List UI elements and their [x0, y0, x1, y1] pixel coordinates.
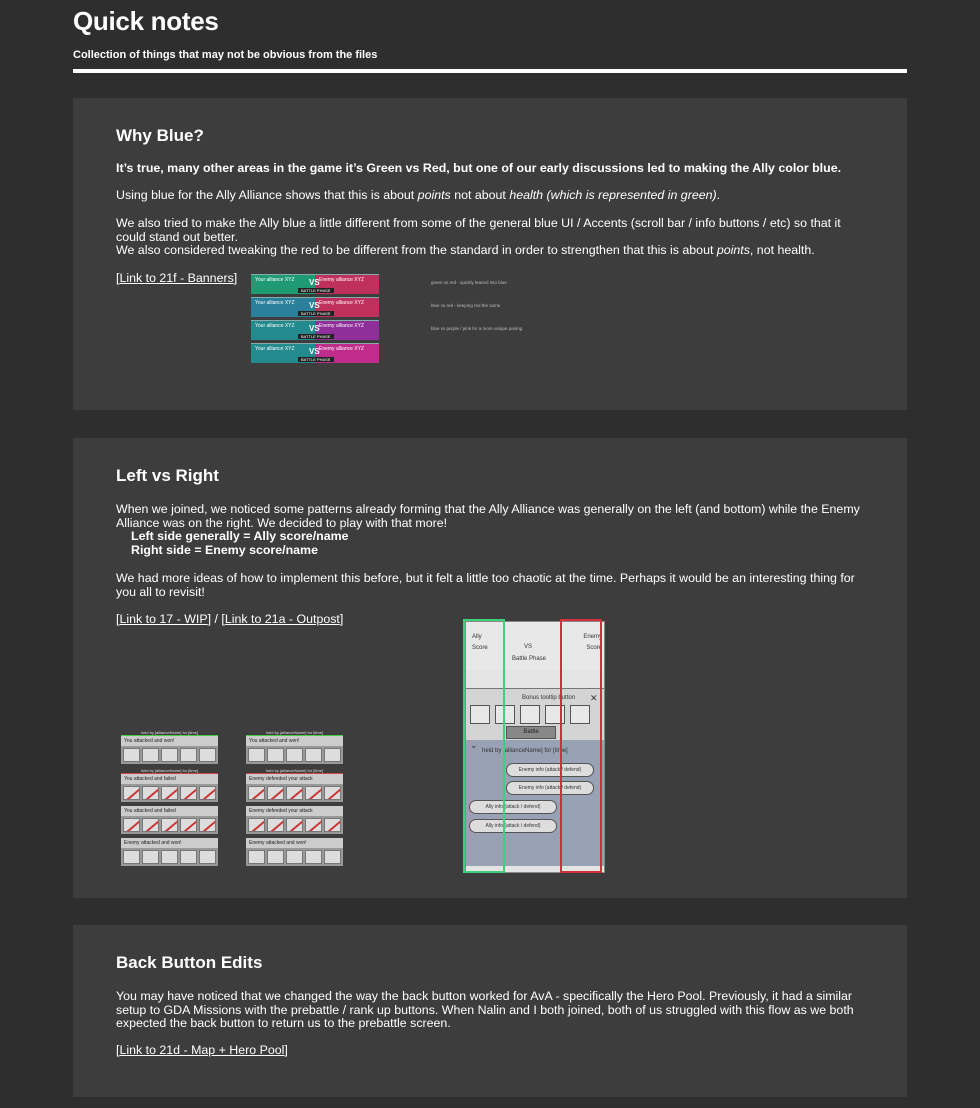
hero-slot [123, 850, 140, 864]
banner-variants [251, 274, 379, 366]
enemy-side-highlight [560, 619, 602, 873]
hero-slot [161, 850, 178, 864]
notification-card [121, 730, 218, 764]
notification-caption: held by [allianceName] for [time] [121, 730, 218, 736]
banner-ally-name: Your alliance XYZ [251, 321, 315, 340]
left-right-links: [Link to 17 - WIP] / [Link to 21a - Outpost] [116, 612, 344, 626]
banner-phase: BATTLE PHASE [298, 288, 334, 293]
hero-slot [248, 748, 265, 762]
hero-slot [305, 818, 322, 832]
hero-slot [248, 818, 265, 832]
hero-slot [199, 850, 216, 864]
notification-title: You attacked and won! [121, 736, 218, 746]
ally-info-pill[interactable]: Ally info (attack / defend) [469, 819, 557, 833]
why-blue-card [73, 98, 907, 410]
back-button-card [73, 925, 907, 1097]
hero-slot [180, 818, 197, 832]
hero-slots [246, 848, 343, 866]
hero-slots [246, 784, 343, 802]
banner-enemy-name: Enemy alliance XYZ [315, 298, 379, 317]
hero-slot [161, 818, 178, 832]
notification-card [246, 730, 343, 764]
hero-slot [123, 818, 140, 832]
alliance-banner [251, 320, 379, 340]
notification-caption: held by [allianceName] for [time] [246, 730, 343, 736]
link-banners[interactable]: [Link to 21f - Banners] [116, 271, 238, 285]
back-button-heading: Back Button Edits [116, 953, 263, 972]
hero-slots [246, 816, 343, 834]
notification-card [121, 806, 218, 834]
hero-slots [121, 816, 218, 834]
enemy-info-pill[interactable]: Enemy info (attack / defend) [506, 781, 594, 795]
left-right-p1: When we joined, we noticed some patterns already forming that the Ally Alliance was generally on the left (and bottom) while the Enemy Alliance was on the right. We decided to play with that more! [116, 502, 860, 530]
banner-ally-name: Your alliance XYZ [251, 344, 315, 363]
notification-caption: held by [allianceName] for [time] [121, 768, 218, 774]
notification-title: Enemy defended your attack [246, 774, 343, 784]
hero-slots [121, 848, 218, 866]
banner-ally-name: Your alliance XYZ [251, 298, 315, 317]
banner-enemy-name: Enemy alliance XYZ [315, 321, 379, 340]
banner-vs: VS [309, 278, 320, 287]
left-right-card [73, 438, 907, 898]
notification-card [121, 838, 218, 866]
hero-slots [121, 746, 218, 764]
hero-slot [286, 786, 303, 800]
hero-slot [324, 850, 341, 864]
hero-slot [267, 850, 284, 864]
left-right-heading: Left vs Right [116, 466, 219, 485]
header-divider [73, 69, 907, 73]
notification-caption: held by [allianceName] for [time] [246, 768, 343, 774]
hero-slot [161, 748, 178, 762]
link-map-hero-pool[interactable]: [Link to 21d - Map + Hero Pool] [116, 1043, 288, 1057]
banner-note: blue vs purple / pink for a more unique pairing [431, 326, 523, 331]
left-right-p2: We had more ideas of how to implement this before, but it felt a little too chaotic at the time. Perhaps it would be an interesting thing for you all to revisit! [116, 571, 855, 599]
notification-card [121, 768, 218, 802]
alliance-banner [251, 343, 379, 363]
banner-phase: BATTLE PHASE [298, 311, 334, 316]
notification-card [246, 838, 343, 866]
close-icon[interactable]: ✕ [590, 693, 598, 703]
notification-title: Enemy attacked and won! [246, 838, 343, 848]
held-by-label: held by [allianceName] for [time] [482, 748, 568, 754]
notification-title: You attacked and failed [121, 806, 218, 816]
notification-title: Enemy defended your attack [246, 806, 343, 816]
bullet-right-side: Right side = Enemy score/name [131, 542, 318, 557]
hero-slot [123, 786, 140, 800]
notification-card [246, 806, 343, 834]
notification-title: You attacked and failed [121, 774, 218, 784]
hero-slot [161, 786, 178, 800]
hero-slot [305, 786, 322, 800]
link-21a-outpost[interactable]: Link to 21a - Outpost [224, 612, 340, 626]
banner-enemy-name: Enemy alliance XYZ [315, 275, 379, 294]
hero-slot [142, 818, 159, 832]
page-header [73, 6, 907, 61]
chevron-down-icon[interactable]: ⌄ [470, 740, 478, 750]
hero-slot [305, 748, 322, 762]
left-right-bullets [116, 530, 861, 557]
link-17-wip[interactable]: Link to 17 - WIP [119, 612, 208, 626]
back-button-p1: You may have noticed that we changed the way the back button worked for AvA - specifically the Hero Pool. Previously, it had a similar setup to GDA Missions with the prebattle / rank up buttons. When Nalin and I both joined, both of us struggled with this flow as we both expected the back button to return us to the prebattle screen. [116, 989, 854, 1031]
ally-side-highlight [463, 619, 505, 873]
enemy-info-pill[interactable]: Enemy info (attack / defend) [506, 763, 594, 777]
hero-slot [199, 786, 216, 800]
battle-button[interactable]: Battle [506, 726, 556, 739]
bullet-left-side: Left side generally = Ally score/name [131, 529, 349, 543]
banner-vs: VS [309, 347, 320, 356]
banner-enemy-name: Enemy alliance XYZ [315, 344, 379, 363]
banner-phase: BATTLE PHASE [298, 334, 334, 339]
enemy-score-label: Enemy Score [583, 634, 602, 651]
why-blue-p4: We also considered tweaking the red to be different from the standard in order to strengthen that this is about points, not health. [116, 243, 815, 257]
slot-box[interactable] [520, 705, 540, 724]
hero-slot [267, 748, 284, 762]
hero-slot [267, 786, 284, 800]
banner-vs: VS [309, 301, 320, 310]
hero-slot [180, 748, 197, 762]
notification-title: You attacked and won! [246, 736, 343, 746]
hero-slot [142, 850, 159, 864]
banner-phase: BATTLE PHASE [298, 357, 334, 362]
why-blue-p1: It’s true, many other areas in the game it’s Green vs Red, but one of our early discussions led to making the Ally color blue. [116, 161, 842, 175]
why-blue-p3: We also tried to make the Ally blue a little different from some of the general blue UI / Accents (scroll bar / info buttons / etc) so that it could stand out better. [116, 216, 841, 244]
hero-slot [142, 748, 159, 762]
hero-slot [123, 748, 140, 762]
hero-slot [286, 850, 303, 864]
hero-slot [248, 786, 265, 800]
hero-slot [267, 818, 284, 832]
hero-slot [324, 748, 341, 762]
hero-slot [286, 748, 303, 762]
why-blue-p2: Using blue for the Ally Alliance shows that this is about points not about health (which is represented in green). [116, 188, 721, 202]
hero-slots [246, 746, 343, 764]
hero-slot [180, 850, 197, 864]
hero-slot [305, 850, 322, 864]
hero-slots [121, 784, 218, 802]
ally-info-pill[interactable]: Ally info (attack / defend) [469, 800, 557, 814]
hero-slot [324, 786, 341, 800]
hero-slot [142, 786, 159, 800]
page-subtitle: Collection of things that may not be obvious from the files [73, 49, 378, 61]
notification-card [246, 768, 343, 802]
banner-note: green vs red - quickly leaned into blue [431, 280, 507, 285]
alliance-banner [251, 274, 379, 294]
hero-slot [286, 818, 303, 832]
banner-ally-name: Your alliance XYZ [251, 275, 315, 294]
vs-label: VS [524, 644, 533, 650]
notification-title: Enemy attacked and won! [121, 838, 218, 848]
hero-slot [180, 786, 197, 800]
bonus-tooltip-label: Bonus tooltip button [522, 695, 576, 701]
hero-slot [199, 748, 216, 762]
notification-mockups-right [246, 730, 343, 870]
why-blue-heading: Why Blue? [116, 126, 204, 145]
hero-slot [324, 818, 341, 832]
hero-slot [199, 818, 216, 832]
alliance-banner [251, 297, 379, 317]
ally-score-label: Ally Score [472, 634, 488, 651]
page-title: Quick notes [73, 6, 219, 36]
banner-vs: VS [309, 324, 320, 333]
banner-note: blue vs red - keeping red the same [431, 303, 501, 308]
notification-mockups-left [121, 730, 218, 870]
hero-slot [248, 850, 265, 864]
battle-phase-label: Battle Phase [512, 656, 547, 662]
